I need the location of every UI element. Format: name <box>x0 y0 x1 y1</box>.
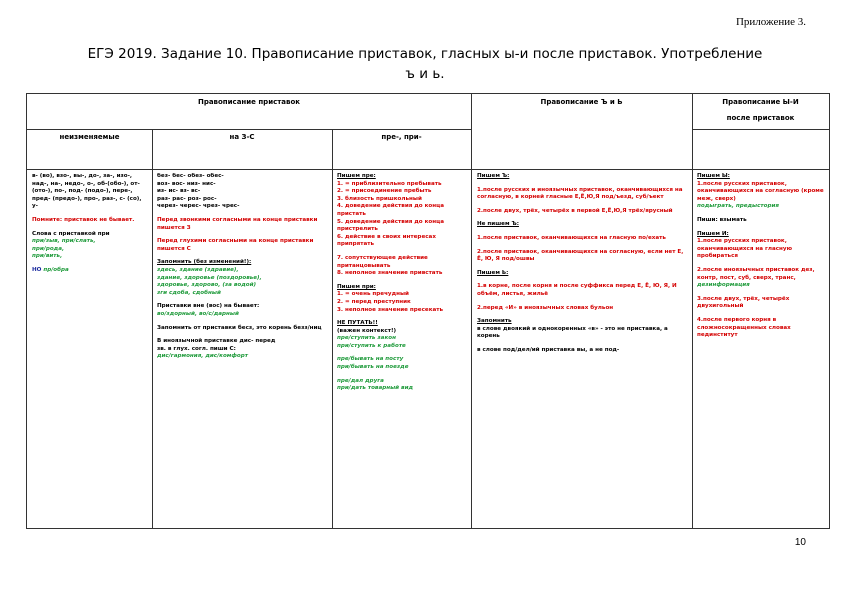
rules-table <box>26 93 830 529</box>
divider-v-1 <box>471 94 472 528</box>
pair-1: пре/ступить закон <box>337 335 396 342</box>
y-rule-2: Пиши: взымать <box>697 216 747 223</box>
pre-item-7: 7. сопутствующее действие пританцовывать <box>337 254 428 269</box>
foreign-example: дис/гармония, дис/комфорт <box>157 353 249 360</box>
header-hard-soft: Правописание Ъ и Ь <box>540 98 623 106</box>
header-pre-pri: пре-, при- <box>381 133 422 141</box>
title-line-2: ъ и ь. <box>405 66 445 82</box>
header-z-s: на З-С <box>229 133 255 141</box>
soft-rule-2: 2.перед «И» в иноязычных словах бульон <box>477 304 614 311</box>
pri-item-1: 1. = очень пречудный <box>337 291 409 298</box>
divider-v-4 <box>332 129 333 528</box>
not-hard-rule-2: 2.после приставок, оканчивающихся на согласную, если нет Е, Ё, Ю, Я под/ошвы <box>477 248 684 263</box>
remember-rule-2: в слове под/дел/ий приставка вы, а не под- <box>477 346 620 353</box>
column-z-s <box>157 173 329 523</box>
prefix-list: в- (во), взо-, вы-, до-, за-, изо-, над-, на-, недо-, о-, об-(обо-), от- (ото-), по-, под- (подо-), пере-, пред- (предо-), про-, раз-, с- (со), у- <box>32 173 142 210</box>
rule-z: Перед звонкими согласными на конце приставки пишется З <box>157 216 318 231</box>
pre-item-5: 5. доведение действия до конца пристрелить <box>337 218 445 233</box>
pre-item-2: 2. = присоединение пребыть <box>337 188 432 195</box>
divider-h-3 <box>27 169 829 170</box>
header-yi-line1: Правописание Ы-И <box>722 98 799 106</box>
special-rule: Приставки вне (вос) на бывает: <box>157 303 260 310</box>
header-unchanged: неизменяемые <box>59 133 120 141</box>
remember-label: Запомнить <box>477 318 512 325</box>
i-rule-2: 2.после иноязычных приставок дез, контр, пост, суб, сверх, транс, <box>697 266 815 281</box>
y-label: Пишем Ы: <box>697 173 730 179</box>
divider-v-2 <box>692 94 693 528</box>
rule-pri: Слова с приставкой при <box>32 230 110 237</box>
pair-3: пре/бывать на посту <box>337 356 404 363</box>
soft-rule-1: 1.в корне, после корня и после суффикса перед Е, Ё, Ю, Я, И объём, листья, жильё <box>477 283 677 297</box>
pairs-line-3: из- ис- вз- вс- <box>157 188 201 195</box>
note-red: Помните: приставок не бывает. <box>32 216 135 223</box>
special-example: во/здорный, во/с/дарный <box>157 310 239 317</box>
before-rule: Запомнить от приставки бесз, это корень безз/ниц <box>157 324 322 331</box>
pairs-line-2: воз- вос- низ- нис- <box>157 180 216 187</box>
hard-rule-1: 1.после русских и иноязычных приставок, оканчивающихся на согласную, в корней гласные Е,Ё,Ю,Я под/ъезд, суб/ъект <box>477 186 683 201</box>
pair-6: при/дать товарный вид <box>337 385 414 392</box>
y-rule-1-example: подыграть, предыстория <box>697 203 779 210</box>
divider-h-1 <box>27 129 471 130</box>
pre-item-8: 8. неполное значение привстать <box>337 270 443 277</box>
soft-label: Пишем Ь: <box>477 269 509 276</box>
pre-item-6: 6. действие в своих интересах припрятать <box>337 233 436 248</box>
column-unchanged <box>32 173 148 523</box>
divider-h-2 <box>692 129 829 130</box>
foreign-rule: В иноязычной приставке дис- перед <box>157 338 276 345</box>
remember-label: Запомнить (без изменений!): <box>157 259 252 266</box>
remember-rule-1: в слове двоякий и однокоренных «в» - это не приставка, а корень <box>477 325 668 340</box>
pair-2: при/ступить к работе <box>337 342 406 349</box>
i-rule-1: 1.после русских приставок, оканчивающихся на гласную пробираться <box>697 238 793 260</box>
pair-5: пре/дал друга <box>337 377 384 384</box>
pri-item-3: 3. неполное значение пресекать <box>337 306 444 313</box>
appendix-label: Приложение 3. <box>735 16 806 28</box>
i-rule-2-example: дезинформация <box>697 282 750 289</box>
column-yi <box>697 173 825 523</box>
confuse-label: НЕ ПУТАТЬ!! <box>337 320 378 327</box>
pri-item-2: 2. = перед преступник <box>337 298 411 305</box>
pre-label: Пишем пре: <box>337 173 376 179</box>
confuse-sub: (важен контекст!) <box>337 327 397 334</box>
not-hard-label: Не пишем Ъ: <box>477 221 519 228</box>
i-label: Пишем И: <box>697 230 729 237</box>
header-yi-line2: после приставок <box>726 114 795 122</box>
title-line-1: ЕГЭ 2019. Задание 10. Правописание приставок, гласных ы-и после приставок. Употребление <box>87 46 763 62</box>
pre-item-1: 1. = приблизительно пребывать <box>337 180 442 187</box>
pre-item-3: 3. близость пришкольный <box>337 195 422 202</box>
divider-v-3 <box>152 129 153 528</box>
not-hard-rule-1: 1.после приставок, оканчивающихся на гласную по/ехать <box>477 234 666 241</box>
page-number: 10 <box>794 537 806 548</box>
header-yi <box>692 97 829 123</box>
i-rule-3: 3.после двух, трёх, четырёх двухигольный <box>697 295 790 310</box>
pair-4: при/бывать на поезде <box>337 364 409 371</box>
pri-label: Пишем при: <box>337 283 376 290</box>
column-hard-soft <box>477 173 689 523</box>
example-2: при/рода, <box>32 245 65 252</box>
remember-ex-1: здесь, здание (здравие), <box>157 266 239 273</box>
foreign-rule-2: зв. в глух. согл. пиши С: <box>157 345 236 352</box>
hard-label: Пишем Ъ: <box>477 173 510 179</box>
i-rule-4: 4.после первого корня в сложносокращенных словах пединститут <box>697 316 791 339</box>
y-rule-1: 1.после русских приставок, оканчивающихся на согласную (кроме меж, сверх) <box>697 180 824 202</box>
remember-ex-2: здание, здоровье (поздоровье), <box>157 274 262 281</box>
pairs-line-4: раз- рас- роз- рос- <box>157 195 217 202</box>
header-prefixes: Правописание приставок <box>197 98 301 106</box>
hard-rule-2: 2.после двух, трёх, четырёх в первой Е,Ё,Ю,Я трёх/ярусный <box>477 207 673 214</box>
pairs-line-5: через- черес- чрез- чрес- <box>157 203 240 210</box>
column-pre-pri <box>337 173 467 523</box>
pairs-line-1: без- бес- обез- обес- <box>157 173 224 179</box>
example-1: при/зыв, при/слать, <box>32 238 96 245</box>
pre-item-4: 4. доведение действия до конца пристать <box>337 203 445 217</box>
page-title <box>30 44 820 84</box>
rule-s: Перед глухими согласными на конце приставки пишется С <box>157 238 314 252</box>
exception: НО пр/обра <box>32 266 69 273</box>
remember-ex-4: зги сдоба, сдобный <box>157 289 221 296</box>
remember-ex-3: здоровье, здорово, (за водой) <box>157 282 257 289</box>
example-3: при/вить, <box>32 253 63 260</box>
